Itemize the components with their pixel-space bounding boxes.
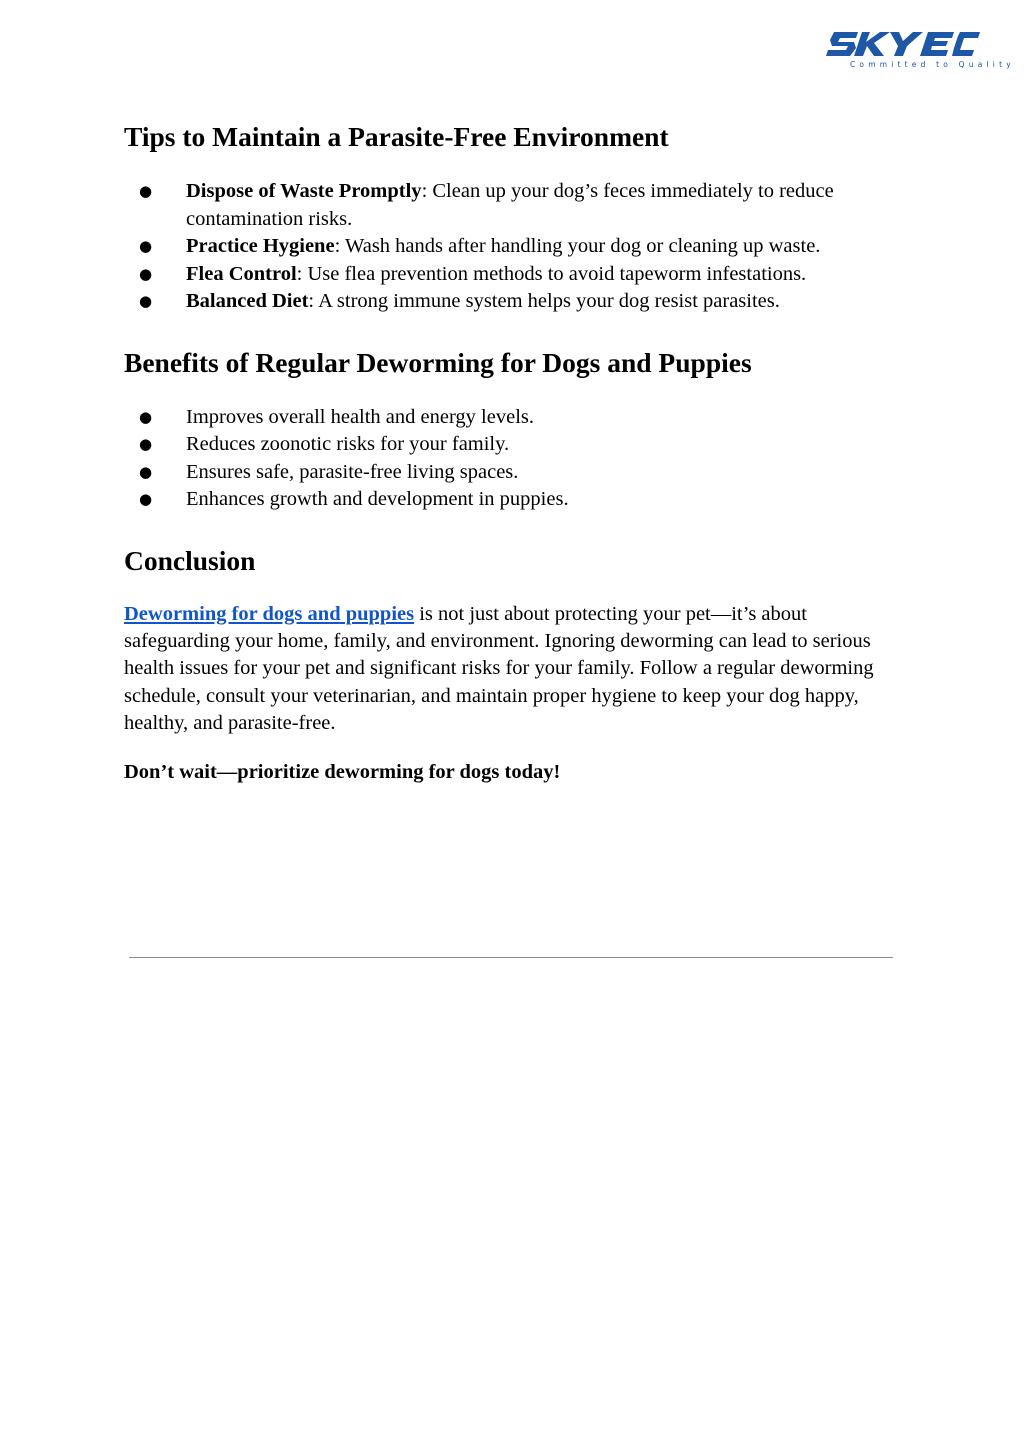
- horizontal-rule: [129, 957, 893, 958]
- list-item: [124, 404, 904, 432]
- list-item-text: : Use flea prevention methods to avoid tapeworm infestations.: [296, 262, 807, 285]
- bullet-icon: ●: [139, 237, 153, 255]
- list-item-text: Improves overall health and energy levels.: [186, 405, 534, 428]
- tips-list: [124, 178, 904, 316]
- list-item-text: : Clean up your dog’s feces immediately to reduce contamination risks.: [186, 180, 834, 230]
- bullet-icon: ●: [139, 462, 153, 481]
- bullet-icon: ●: [139, 292, 153, 310]
- list-item-text: Enhances growth and development in puppies.: [186, 488, 569, 510]
- skyec-logo: [824, 30, 1015, 72]
- list-item: [124, 261, 904, 289]
- list-item: [124, 486, 904, 514]
- list-item: [124, 233, 904, 261]
- list-item-label: Dispose of Waste Promptly: [186, 180, 422, 202]
- list-item-text: Reduces zoonotic risks for your family.: [186, 433, 510, 455]
- section-title-benefits: Benefits of Regular Deworming for Dogs and Puppies: [124, 346, 752, 378]
- list-item: [124, 178, 904, 233]
- list-item: [124, 459, 904, 487]
- list-item: [124, 288, 904, 316]
- logo-tagline: Committed to Quality: [850, 60, 1015, 69]
- list-item-text: Ensures safe, parasite-free living spaces.: [186, 460, 519, 483]
- list-item-text: : Wash hands after handling your dog or cleaning up waste.: [334, 235, 821, 257]
- list-item-label: Practice Hygiene: [186, 235, 335, 257]
- list-item: [124, 431, 904, 459]
- list-item-label: Balanced Diet: [186, 290, 309, 312]
- call-to-action: Don’t wait—prioritize deworming for dogs today!: [124, 760, 561, 783]
- list-item-label: Flea Control: [186, 262, 297, 285]
- benefits-list: [124, 404, 904, 514]
- bullet-icon: ●: [139, 264, 153, 283]
- section-title-tips: Tips to Maintain a Parasite-Free Environment: [124, 121, 669, 152]
- bullet-icon: ●: [139, 435, 153, 453]
- document-content: [124, 117, 904, 786]
- list-item-text: : A strong immune system helps your dog resist parasites.: [308, 290, 780, 312]
- bullet-icon: ●: [139, 182, 153, 200]
- section-title-conclusion: Conclusion: [124, 544, 256, 576]
- bullet-icon: ●: [139, 407, 153, 426]
- bullet-icon: ●: [139, 490, 153, 508]
- conclusion-body: is not just about protecting your pet—it’s about safeguarding your home, family, and environment. Ignoring deworming can lead to serious health issues for your pet and significant risks for your family. Follow a regular deworming schedule, consult your veterinarian, and maintain proper hygiene to keep your dog happy, healthy, and parasite-free.: [124, 602, 874, 735]
- deworming-link[interactable]: Deworming for dogs and puppies: [124, 602, 415, 625]
- conclusion-paragraph: [124, 601, 904, 738]
